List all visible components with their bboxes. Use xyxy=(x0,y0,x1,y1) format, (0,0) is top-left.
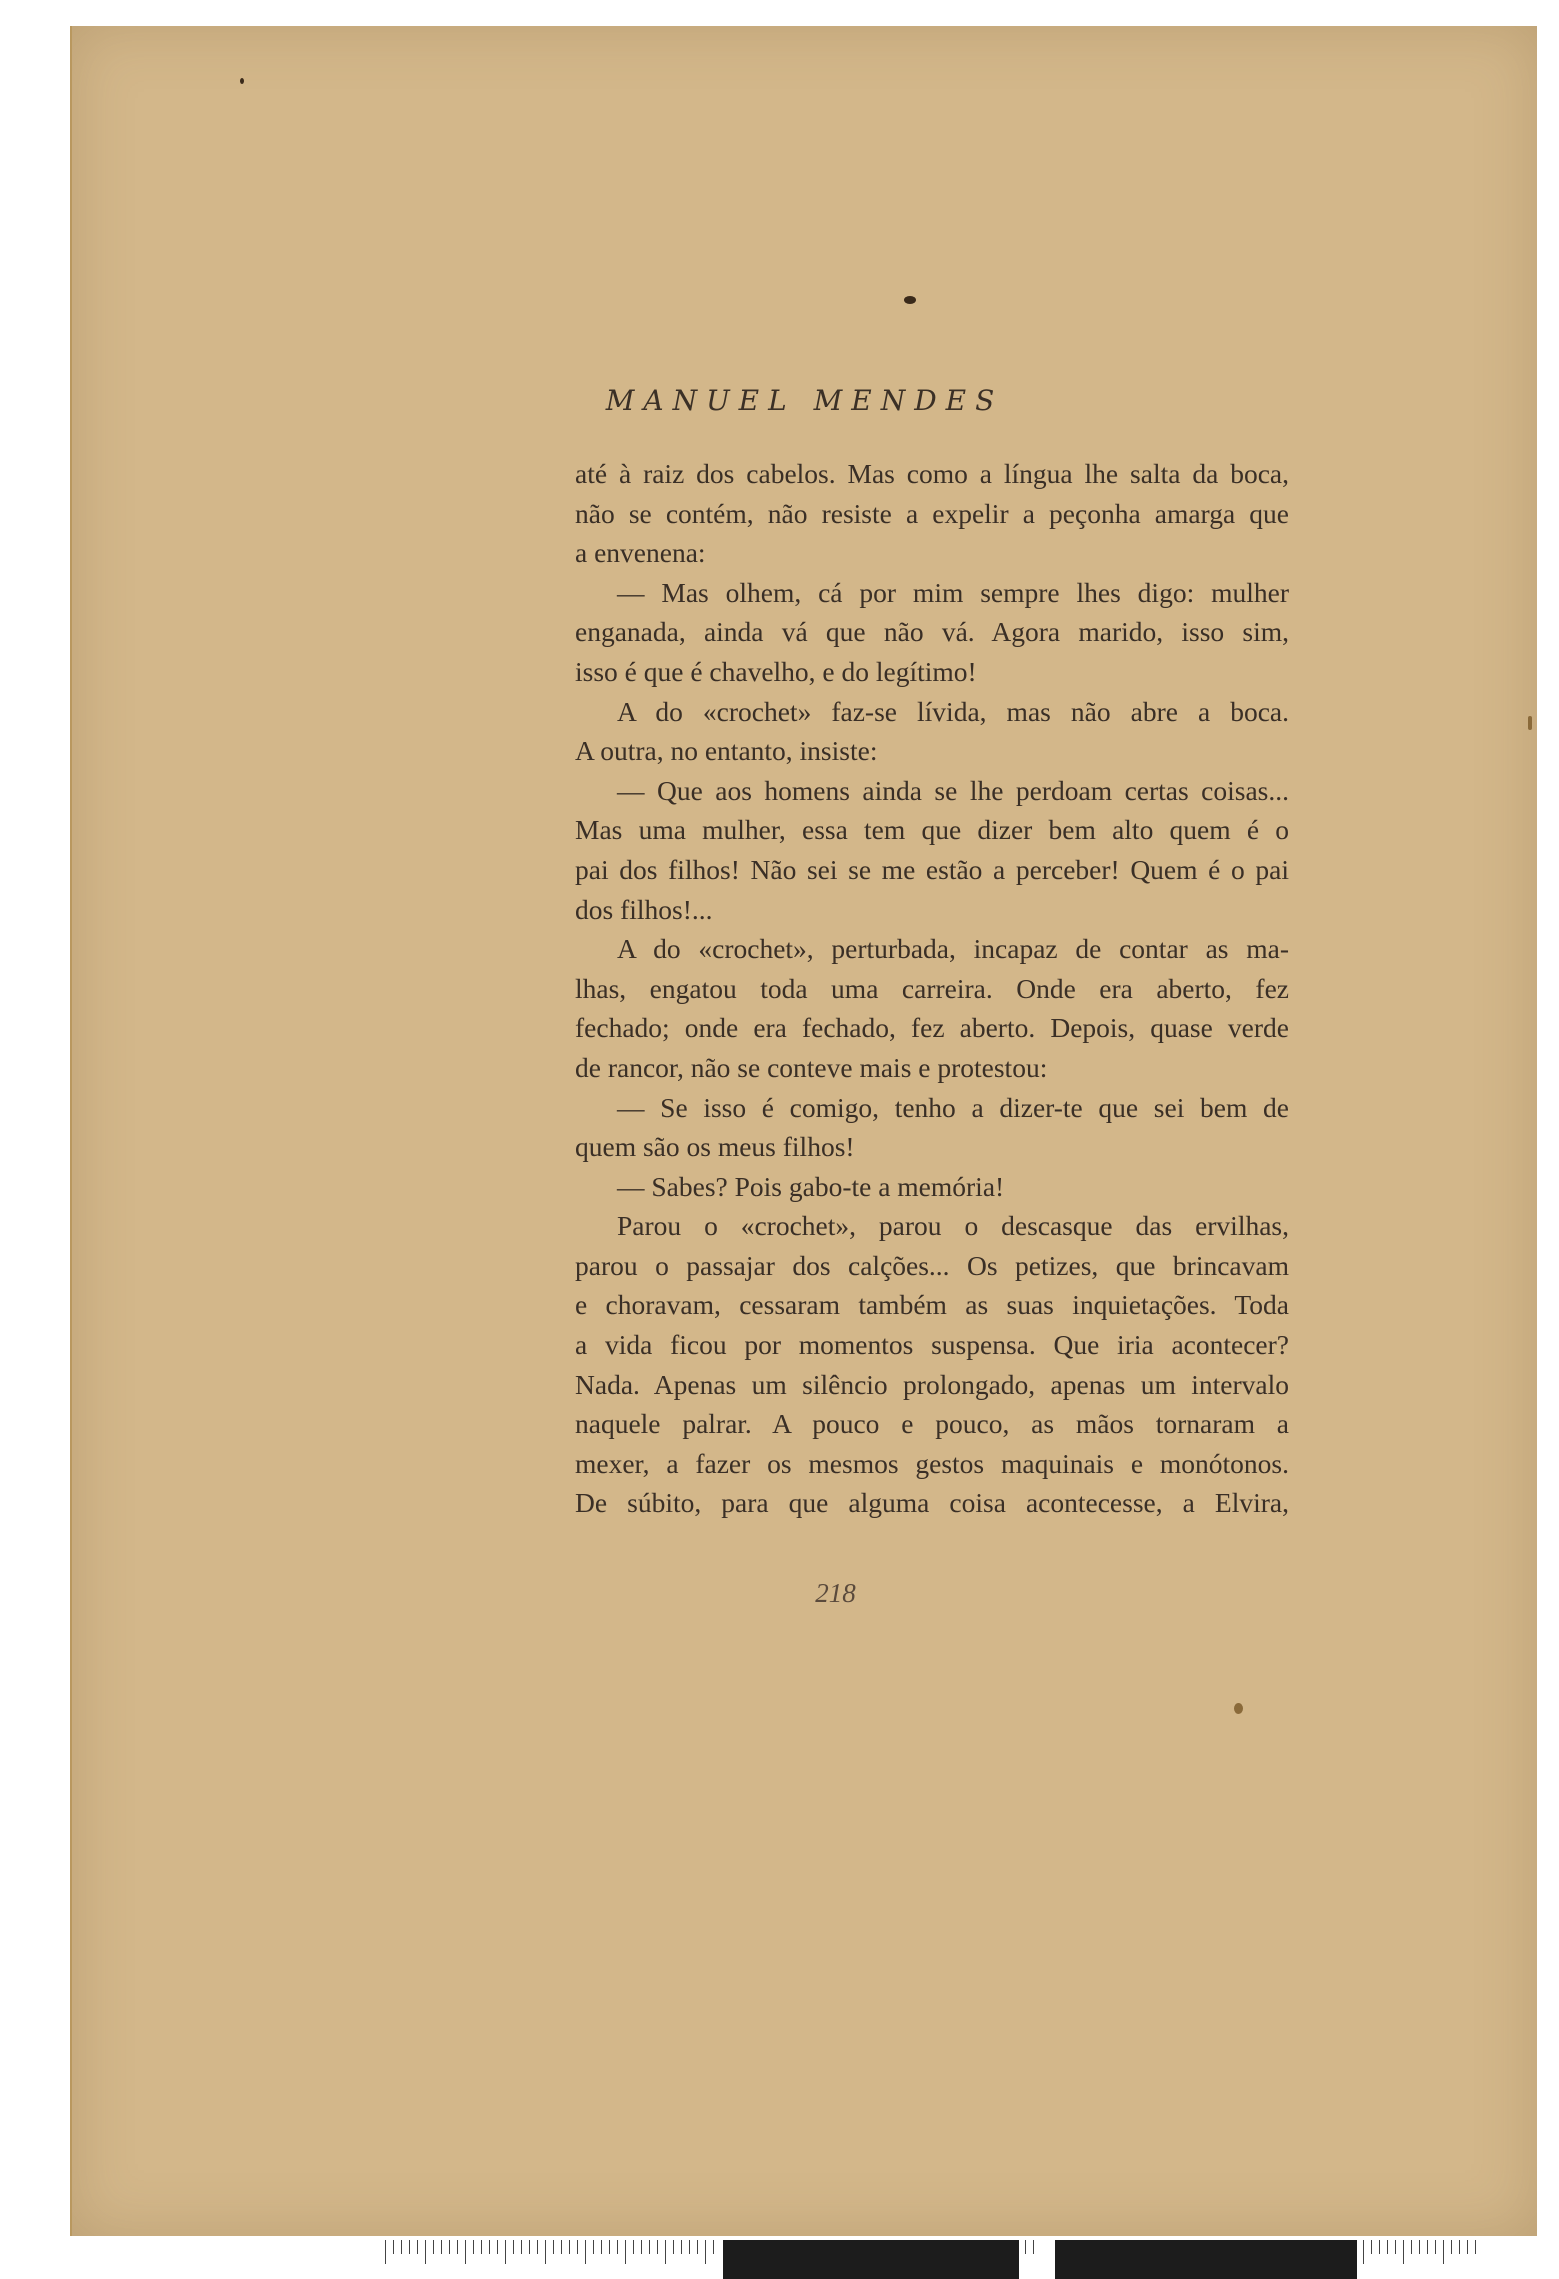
text-line: fechado; onde era fechado, fez aberto. Depois, quase verde xyxy=(575,1012,1289,1044)
text-line: enganada, ainda vá que não vá. Agora marido, isso sim, xyxy=(575,616,1289,648)
text-line: a vida ficou por momentos suspensa. Que iria acontecer? xyxy=(575,1329,1289,1361)
text-line: parou o passajar dos calções... Os petizes, que brincavam xyxy=(575,1249,1289,1281)
text-line: — Mas olhem, cá por mim sempre lhes digo: mulher xyxy=(617,576,1289,608)
text-line: A do «crochet», perturbada, incapaz de contar as ma- xyxy=(617,933,1289,965)
text-line: dos filhos!... xyxy=(575,893,713,925)
text-line: Parou o «crochet», parou o descasque das ervilhas, xyxy=(617,1210,1289,1242)
text-line: Mas uma mulher, essa tem que dizer bem alto quem é o xyxy=(575,814,1289,846)
text-line: e choravam, cessaram também as suas inquietações. Toda xyxy=(575,1289,1289,1321)
text-line: lhas, engatou toda uma carreira. Onde era aberto, fez xyxy=(575,972,1289,1004)
text-line: Nada. Apenas um silêncio prolongado, apenas um intervalo xyxy=(575,1368,1289,1400)
ruler-ticks xyxy=(1363,2240,1481,2279)
text-line: até à raiz dos cabelos. Mas como a língua lhe salta da boca, xyxy=(575,458,1289,489)
text-line: de rancor, não se conteve mais e protestou: xyxy=(575,1051,1048,1083)
ink-spot xyxy=(904,296,916,304)
text-line: A do «crochet» faz-se lívida, mas não abre a boca. xyxy=(617,695,1289,727)
text-line: não se contém, não resiste a expelir a peçonha amarga que xyxy=(575,497,1289,529)
text-line: mexer, a fazer os mesmos gestos maquinais e monótonos. xyxy=(575,1447,1289,1479)
body-text xyxy=(575,454,1289,1523)
text-line: pai dos filhos! Não sei se me estão a perceber! Quem é o pai xyxy=(575,853,1289,885)
text-line: quem são os meus filhos! xyxy=(575,1131,855,1163)
page-number: 218 xyxy=(815,1578,856,1608)
text-line: naquele palrar. A pouco e pouco, as mãos tornaram a xyxy=(575,1408,1289,1440)
ruler-black-block xyxy=(1055,2240,1357,2279)
ruler-ticks xyxy=(385,2240,720,2279)
text-line: isso é que é chavelho, e do legítimo! xyxy=(575,655,977,687)
ink-spot xyxy=(240,78,244,84)
ruler-ticks xyxy=(1025,2240,1037,2279)
running-head: MANUEL MENDES xyxy=(605,384,1004,417)
text-line: A outra, no entanto, insiste: xyxy=(575,735,878,767)
ink-spot xyxy=(1234,1703,1243,1714)
ruler-black-block xyxy=(723,2240,1019,2279)
text-line: — Se isso é comigo, tenho a dizer-te que sei bem de xyxy=(617,1091,1289,1123)
book-page xyxy=(70,26,1537,2236)
ink-spot xyxy=(1528,716,1532,730)
text-line: a envenena: xyxy=(575,537,706,569)
text-line: — Que aos homens ainda se lhe perdoam certas coisas... xyxy=(617,774,1289,806)
text-line: De súbito, para que alguma coisa acontecesse, a Elvira, xyxy=(575,1487,1289,1519)
scale-ruler xyxy=(385,2240,1559,2279)
text-line: — Sabes? Pois gabo-te a memória! xyxy=(617,1170,1005,1202)
